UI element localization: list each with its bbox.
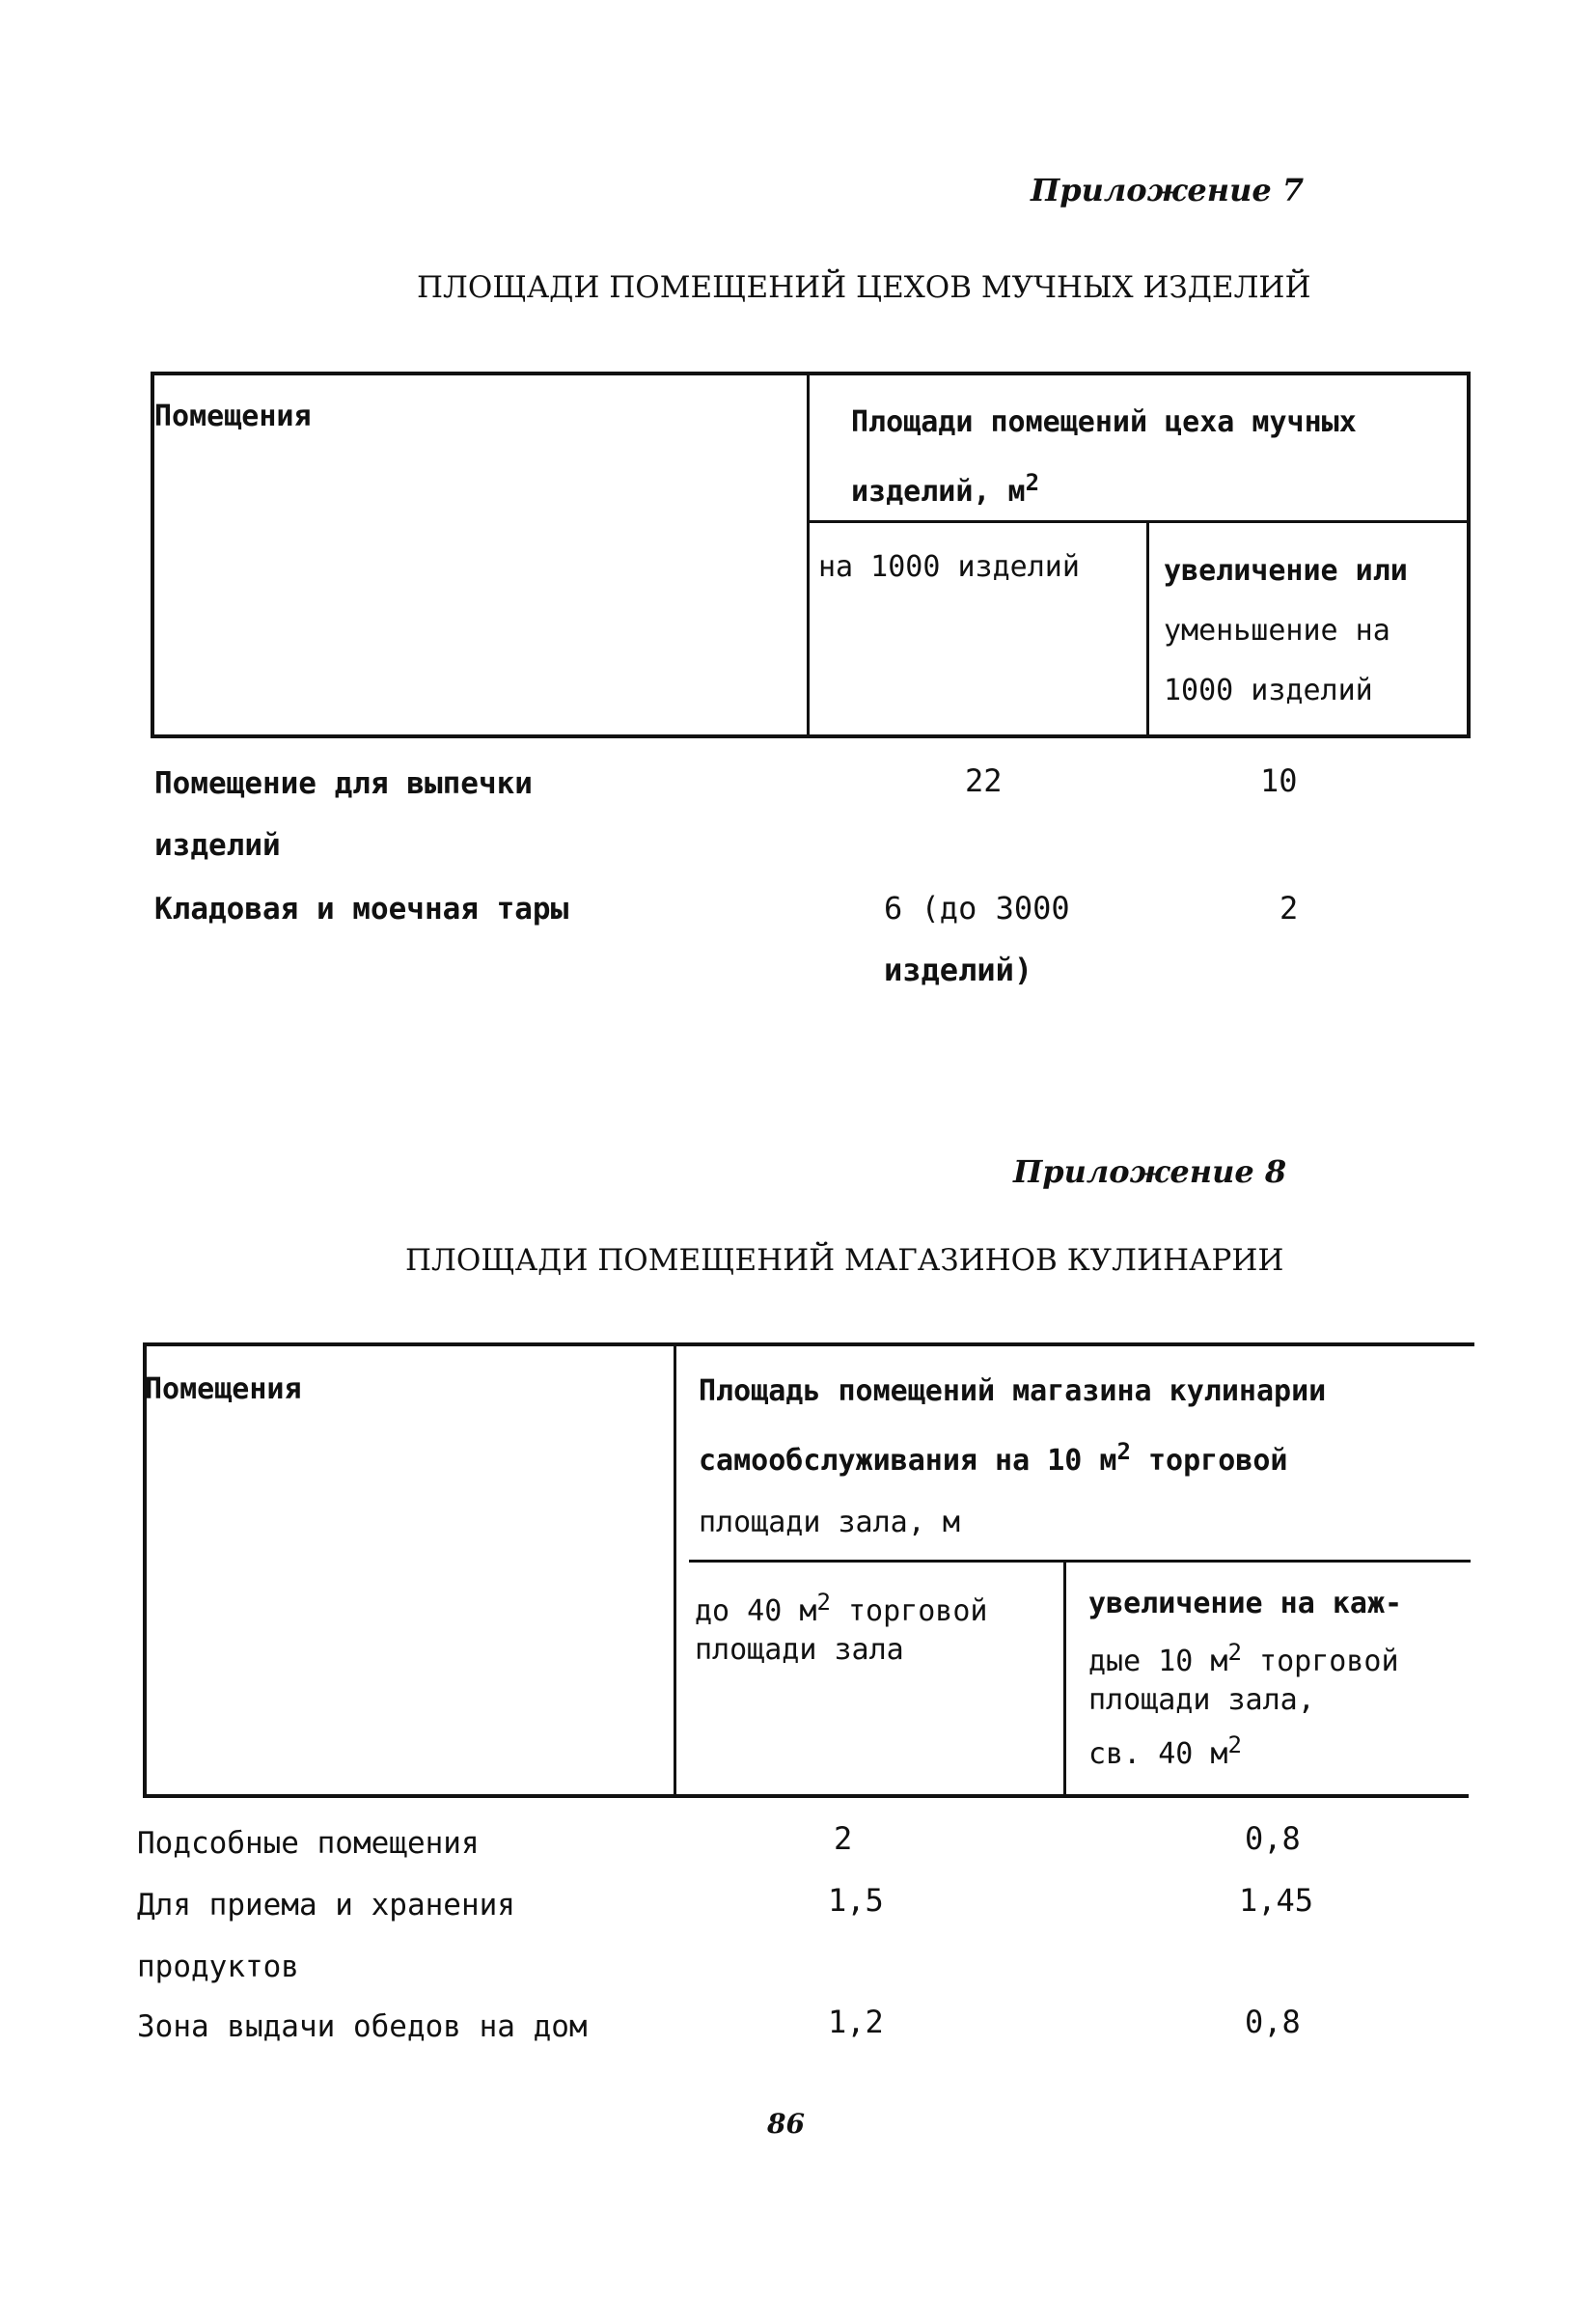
superscript: 2	[1025, 469, 1040, 496]
table-8-row2-value2: 1,45	[1239, 1882, 1314, 1919]
table-7-header-sub2-line1: увеличение или	[1164, 554, 1408, 588]
table-8-header-sub2-tail: торговой	[1241, 1645, 1399, 1678]
table-8-row2-value1: 1,5	[828, 1882, 884, 1919]
table-8-row3-name: Зона выдачи обедов на дом	[137, 2009, 588, 2044]
table-7-row1-value2: 10	[1260, 762, 1298, 799]
appendix-7-title: ПЛОЩАДИ ПОМЕЩЕНИЙ ЦЕХОВ МУЧНЫХ ИЗДЕЛИЙ	[417, 270, 1311, 305]
table-8-header-group-line3: площади зала, м	[699, 1506, 960, 1539]
table-7-header-sub2-line3: 1000 изделий	[1164, 674, 1373, 707]
table-8-header-sub2-line2	[1088, 1631, 1399, 1683]
table-7-row1-name-line1: Помещение для выпечки	[154, 766, 533, 801]
superscript: 2	[1227, 1731, 1242, 1758]
table-7-header-group-line1: Площади помещений цеха мучных	[851, 405, 1357, 439]
table-8-row2-name-line1: Для приема и хранения	[137, 1888, 515, 1923]
table-8-row1-value1: 2	[834, 1820, 853, 1857]
table-8-header-sub1-text: до 40 м	[695, 1594, 817, 1628]
table-8-header-sub2-line4-text: св. 40 м	[1088, 1737, 1228, 1771]
appendix-8-label: Приложение 8	[1013, 1153, 1287, 1190]
table-8-row3-value1: 1,2	[828, 2004, 884, 2040]
table-8-header-sub2-line3: площади зала,	[1088, 1683, 1315, 1717]
table-8-row2-name-line2: продуктов	[137, 1950, 299, 1984]
table-7-header-rooms: Помещения	[154, 400, 312, 433]
table-8-col-divider	[674, 1342, 676, 1798]
table-8-header-sub1-line2: площади зала	[695, 1633, 904, 1667]
table-8-bottom-border	[143, 1794, 1469, 1798]
table-8-sub-divider	[1063, 1560, 1066, 1798]
table-7-row2-name-line1: Кладовая и моечная тары	[154, 892, 569, 927]
table-7-row2-value1-line2: изделий)	[884, 952, 1033, 988]
table-8-header-sub2-text: дые 10 м	[1088, 1645, 1228, 1678]
table-8-group-divider	[689, 1560, 1471, 1563]
table-8-header-sub1-line1	[695, 1581, 987, 1633]
table-7-header-sub1: на 1000 изделий	[818, 550, 1080, 584]
table-8-header-sub2-line1: увеличение на каж-	[1088, 1587, 1403, 1620]
superscript: 2	[1227, 1639, 1242, 1666]
table-8-row3-value2: 0,8	[1245, 2004, 1301, 2040]
table-7-row2-value1-line1: 6 (до 3000	[884, 890, 1070, 927]
table-8-row1-name: Подсобные помещения	[137, 1826, 480, 1861]
page-number: 86	[767, 2108, 805, 2140]
superscript: 2	[1116, 1438, 1131, 1465]
table-8-header-sub2-line4	[1088, 1724, 1242, 1776]
table-8-header-group-text-tail: торговой	[1130, 1444, 1288, 1478]
table-7-row2-value2: 2	[1280, 890, 1299, 927]
superscript: 2	[816, 1589, 831, 1616]
table-8-row1-value2: 0,8	[1245, 1820, 1301, 1857]
table-8-header-sub1-tail: торговой	[830, 1594, 988, 1628]
table-7-row1-name-line2: изделий	[154, 828, 281, 863]
appendix-7-label: Приложение 7	[1031, 172, 1305, 208]
table-8-header-group-line2	[699, 1430, 1288, 1482]
table-7-header-group-text: изделий, м	[851, 475, 1026, 509]
table-8-header-rooms: Помещения	[145, 1372, 302, 1406]
table-8-top-border	[143, 1342, 1474, 1346]
table-7-header-sub2-line2: уменьшение на	[1164, 614, 1390, 648]
table-8-header-group-text: самообслуживания на 10 м	[699, 1444, 1117, 1478]
table-8-header-group-line1: Площадь помещений магазина кулинарии	[699, 1374, 1327, 1408]
table-7-row1-value1: 22	[965, 762, 1003, 799]
appendix-8-title: ПЛОЩАДИ ПОМЕЩЕНИЙ МАГАЗИНОВ КУЛИНАРИИ	[405, 1243, 1284, 1278]
